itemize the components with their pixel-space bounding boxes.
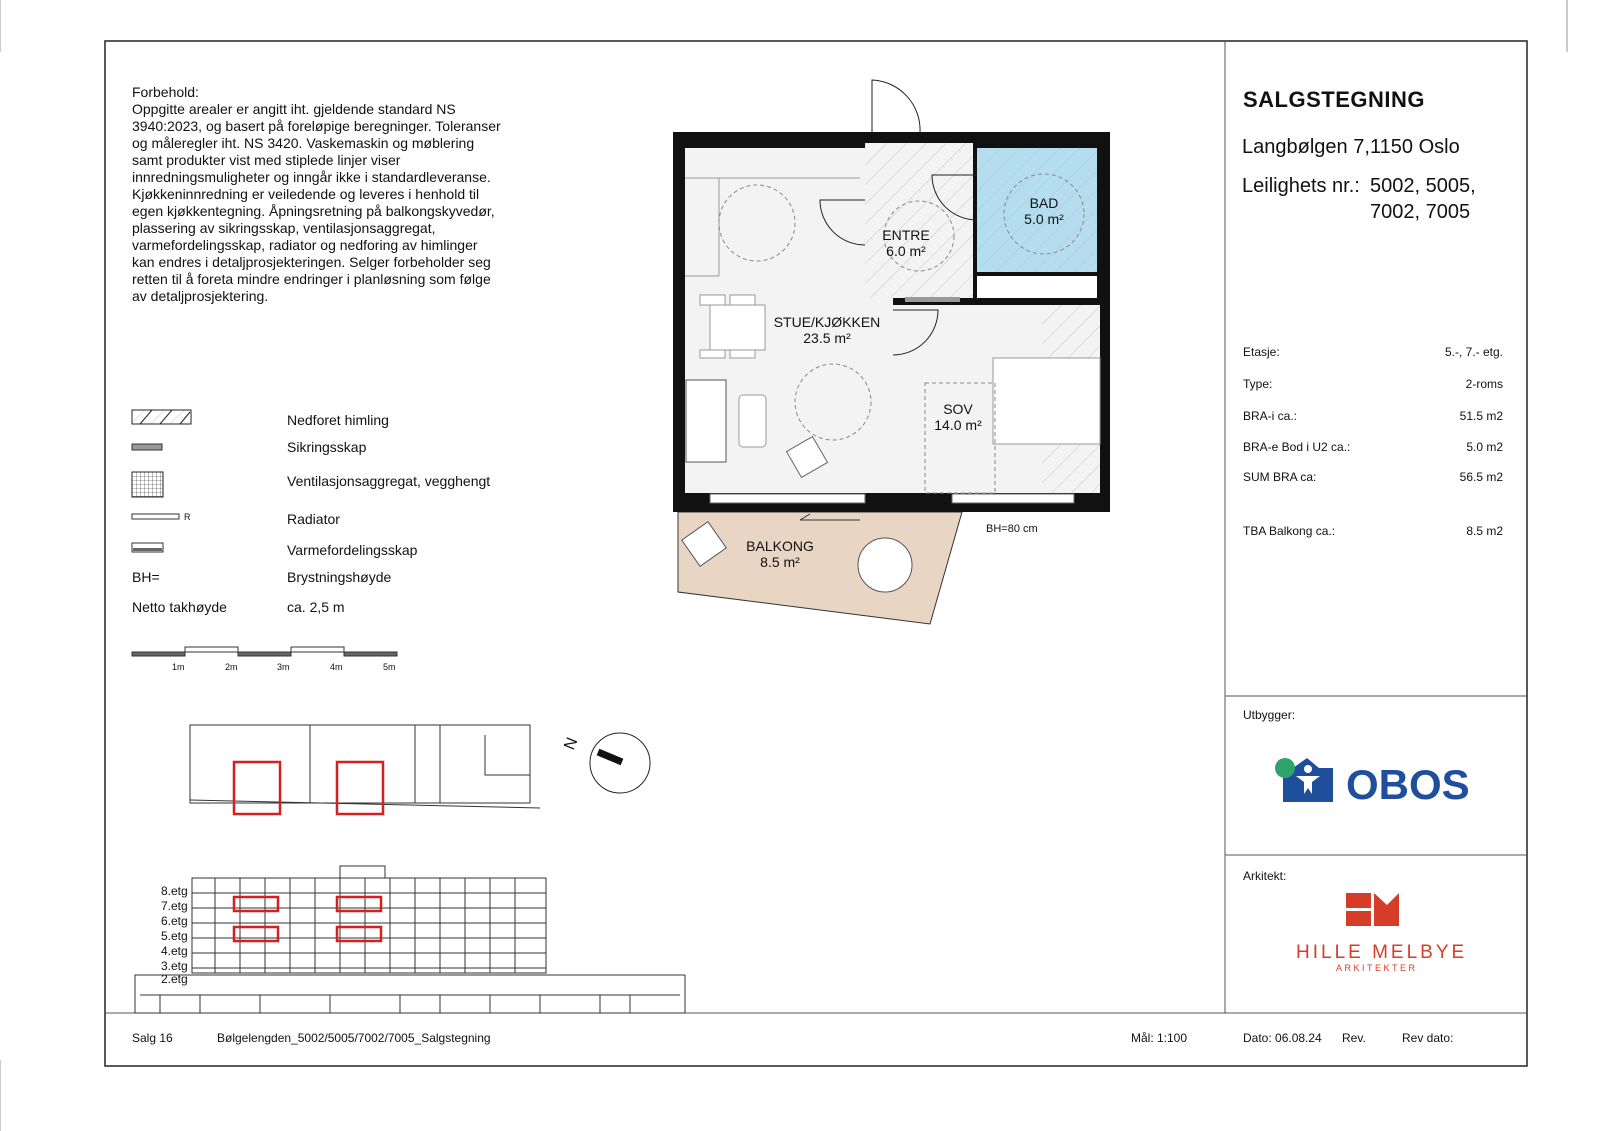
developer-label: Utbygger: bbox=[1243, 708, 1296, 722]
room-name: BALKONG bbox=[746, 538, 814, 554]
unit-label: Leilighets nr.: bbox=[1242, 175, 1360, 197]
legend-label-vent: Ventilasjonsaggregat, vegghengt bbox=[287, 473, 491, 489]
room-area: 8.5 m² bbox=[760, 554, 800, 570]
room-sov bbox=[918, 401, 998, 433]
room-bad bbox=[1004, 195, 1084, 227]
sheet-title: SALGSTEGNING bbox=[1243, 87, 1426, 112]
room-area: 23.5 m² bbox=[803, 330, 851, 346]
site-plan bbox=[190, 725, 540, 814]
architect-label: Arkitekt: bbox=[1243, 869, 1287, 883]
legend-bh: BH= bbox=[132, 569, 160, 585]
obos-logo bbox=[1275, 758, 1470, 808]
svg-text:OBOS: OBOS bbox=[1346, 761, 1470, 808]
disclaimer-title: Forbehold: bbox=[132, 84, 199, 100]
footer-file: Bølgelengden_5002/5005/7002/7005_Salgstegning bbox=[217, 1031, 491, 1045]
spec-label: Type: bbox=[1243, 377, 1273, 391]
spec-value: 56.5 m2 bbox=[1459, 470, 1503, 484]
spec-value: 5.-, 7.- etg. bbox=[1444, 345, 1503, 359]
footer-project: Salg 16 bbox=[132, 1031, 173, 1045]
architect-logo-text: HILLE MELBYE bbox=[1296, 942, 1468, 963]
spec-label: Etasje: bbox=[1243, 345, 1280, 359]
room-name: ENTRE bbox=[882, 227, 930, 243]
floor-label: 7.etg bbox=[161, 899, 188, 913]
architect-logo-sub: ARKITEKTER bbox=[1336, 963, 1418, 973]
footer-scale: Mål: 1:100 bbox=[1131, 1031, 1188, 1045]
scale-tick: 3m bbox=[277, 662, 290, 672]
room-entre bbox=[866, 227, 946, 259]
room-name: STUE/KJØKKEN bbox=[773, 314, 881, 330]
floor-label: 2.etg bbox=[161, 972, 188, 986]
floor-label: 8.etg bbox=[161, 884, 188, 898]
footer-rev: Rev. bbox=[1342, 1031, 1366, 1045]
scale-tick: 2m bbox=[225, 662, 238, 672]
legend-symbols bbox=[132, 410, 191, 552]
floor-label: 5.etg bbox=[161, 929, 188, 943]
unit-numbers-2: 7002, 7005 bbox=[1370, 201, 1471, 223]
legend-label-heat: Varmefordelingsskap bbox=[287, 542, 418, 558]
compass-icon bbox=[590, 733, 650, 793]
scale-tick: 5m bbox=[383, 662, 396, 672]
room-stue bbox=[752, 314, 902, 346]
spec-value: 2-roms bbox=[1465, 377, 1503, 391]
legend-label-hatch: Nedforet himling bbox=[287, 412, 389, 428]
spec-label: TBA Balkong ca.: bbox=[1243, 524, 1336, 538]
room-name: SOV bbox=[943, 401, 973, 417]
floor-plan bbox=[673, 80, 1110, 624]
floor-label: 3.etg bbox=[161, 959, 188, 973]
spec-label: BRA-e Bod i U2 ca.: bbox=[1243, 440, 1351, 454]
room-area: 5.0 m² bbox=[1024, 211, 1064, 227]
footer-rev-date: Rev dato: bbox=[1402, 1031, 1454, 1045]
scale-tick: 1m bbox=[172, 662, 185, 672]
disclaimer bbox=[132, 84, 502, 305]
compass-north-label: N bbox=[561, 735, 582, 753]
room-area: 6.0 m² bbox=[886, 243, 926, 259]
spec-label: SUM BRA ca: bbox=[1243, 470, 1317, 484]
room-balkong bbox=[740, 538, 820, 570]
address: Langbølgen 7, bbox=[1242, 136, 1370, 158]
disclaimer-text: Oppgitte arealer er angitt iht. gjeldende standard NS 3940:2023, og basert på foreløpige beregninger. Toleranser og måleregler iht. NS 3420. Vaskemaskin og møblering samt produkter vist med stiplede linjer viser innredningsmuligheter og inngår ikke i standardleveranse. Kjøkkeninnredning er veiledende og leveres i henhold til egen kjøkkentegning. Åpningsretning på balkongskyvedør, plassering av sikringsskap, ventilasjonsaggregat, varmefordelingsskap, radiator og nedforing av himlinger kan endres i detaljprosjekteringen. Selger forbeholder seg retten til å foreta mindre endringer i planløsning som følge av detaljprosjektering. bbox=[132, 101, 501, 304]
floor-label: 4.etg bbox=[161, 944, 188, 958]
legend-label-bh: Brystningshøyde bbox=[287, 569, 392, 585]
legend-label-radiator: Radiator bbox=[287, 511, 340, 527]
room-name: BAD bbox=[1029, 195, 1059, 211]
spec-value: 5.0 m2 bbox=[1466, 440, 1503, 454]
building-elevation bbox=[135, 866, 685, 1013]
spec-value: 51.5 m2 bbox=[1459, 409, 1503, 423]
legend-ceiling-value: ca. 2,5 m bbox=[287, 599, 345, 615]
floor-label: 6.etg bbox=[161, 914, 188, 928]
bh-note: BH=80 cm bbox=[986, 523, 1038, 535]
legend-label-fuse: Sikringsskap bbox=[287, 439, 367, 455]
spec-value: 8.5 m2 bbox=[1466, 524, 1503, 538]
scale-bar bbox=[132, 647, 397, 656]
legend-ceiling: Netto takhøyde bbox=[132, 599, 227, 615]
unit-numbers-1: 5002, 5005, bbox=[1370, 175, 1476, 197]
spec-label: BRA-i ca.: bbox=[1243, 409, 1298, 423]
scale-tick: 4m bbox=[330, 662, 343, 672]
room-area: 14.0 m² bbox=[934, 417, 982, 433]
city: 1150 Oslo bbox=[1370, 136, 1460, 158]
footer-date: Dato: 06.08.24 bbox=[1243, 1031, 1322, 1045]
hille-melbye-logo bbox=[1346, 893, 1399, 926]
radiator-symbol-text: R bbox=[184, 512, 191, 522]
